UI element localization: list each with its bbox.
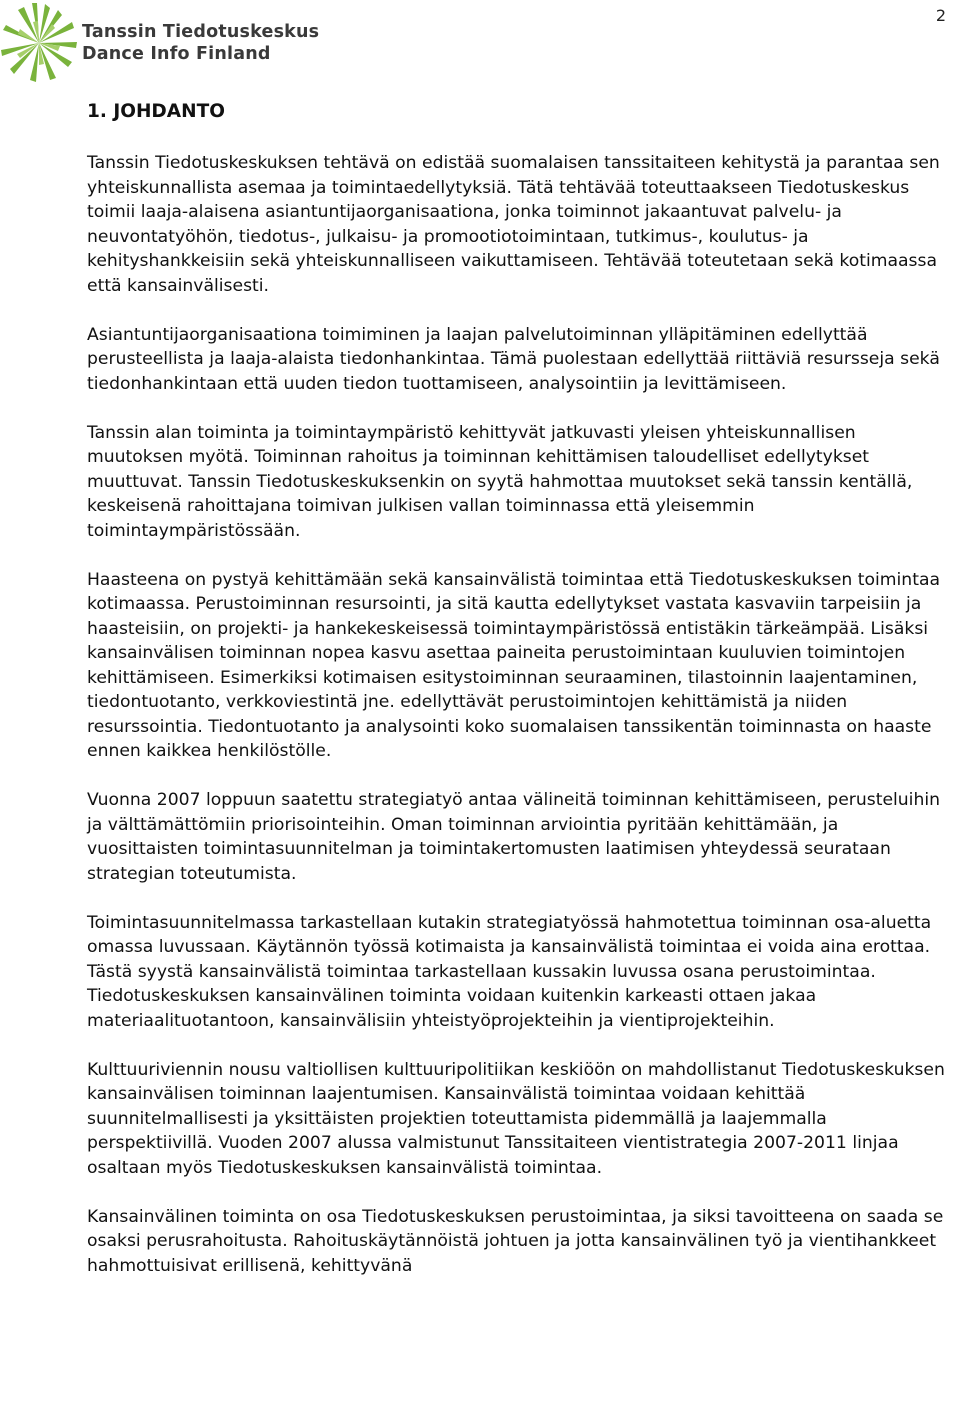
logo-line-1: Tanssin Tiedotuskeskus — [82, 22, 320, 42]
organization-logo — [0, 2, 322, 84]
paragraph-7: Kulttuuriviennin nousu valtiollisen kulttuuripolitiikan keskiöön on mahdollistanut Tiedotuskeskuksen kansainvälisen toiminnan laajentumisen. Kansainvälistä toimintaa voidaan kehittää suunnitelmallisesti ja yksittäisten projektien toteuttamista pidemmällä ja laajemmalla perspektiivillä. Vuoden 2007 alussa valmistunut Tanssitaiteen vientistrategia 2007-2011 linjaa osaltaan myös Tiedotuskeskuksen kansainvälistä toimintaa. — [87, 1059, 945, 1178]
paragraph-6: Toimintasuunnitelmassa tarkastellaan kutakin strategiatyössä hahmotettua toiminnan osa-aluetta omassa luvussaan. Käytännön työssä kotimaista ja kansainvälistä toimintaa ei voida aina erottaa. Tästä syystä kansainvälistä toimintaa tarkastellaan kussakin luvussa osana perustoimintaa. Tiedotuskeskuksen kansainvälinen toiminta voidaan kuitenkin karkeasti ottaen jakaa materiaalituotantoon, kansainvälisiin yhteistyöprojekteihin ja vientiprojekteihin. — [87, 912, 932, 1031]
paragraph-4: Haasteena on pystyä kehittämään sekä kansainvälistä toimintaa että Tiedotuskeskuksen toimintaa kotimaassa. Perustoiminnan resursointi, ja sitä kautta edellytykset vastata kasvaviin tarpeisiin ja haasteisiin, on projekti- ja hankekeskeisessä toimintaympäristössä entistäkin tärkeämpää. Lisäksi kansainvälisen toiminnan nopea kasvu asettaa paineita perustoimintaan kuuluvien toimintojen kehittämiseen. Esimerkiksi kotimaisen esitystoiminnan seuraaminen, tilastoinnin laajentaminen, tiedontuotanto, verkkoviestintä jne. edellyttävät perustoimintojen kehittämistä ja niiden resurssointia. Tiedontuotanto ja analysointi koko suomalaisen tanssikentän toiminnasta on haaste ennen kaikkea henkilöstölle. — [87, 569, 941, 761]
paragraph-5: Vuonna 2007 loppuun saatettu strategiatyö antaa välineitä toiminnan kehittämiseen, perusteluihin ja välttämättömiin priorisointeihin. Oman toiminnan arviointia pyritään kehittämään, ja vuosittaisten toimintasuunnitelman ja toimintakertomusten laatimisen yhteydessä seurataan strategian toteutumista. — [87, 790, 941, 884]
page-number: 2 — [935, 6, 946, 25]
paragraph-3: Tanssin alan toiminta ja toimintaympäristö kehittyvät jatkuvasti yleisen yhteiskunnallisen muutoksen myötä. Toiminnan rahoitus ja toiminnan kehittämisen taloudelliset edellytykset muuttuvat. Tanssin Tiedotuskeskuksenkin on syytä hahmottaa muutokset sekä tanssin kentällä, keskeisenä rahoittajana toimivan julkisen vallan toiminnassa että yleisemmin toimintaympäristössään. — [87, 422, 913, 541]
logo-line-2: Dance Info Finland — [82, 44, 271, 64]
paragraph-8: Kansainvälinen toiminta on osa Tiedotuskeskuksen perustoimintaa, ja siksi tavoitteena on saada se osaksi perusrahoitusta. Rahoituskäytännöistä johtuen ja jotta kansainvälinen työ ja vientihankkeet hahmottuisivat erillisenä, kehittyvänä — [87, 1206, 944, 1276]
paragraph-2: Asiantuntijaorganisaationa toimiminen ja laajan palvelutoiminnan ylläpitäminen edellyttää perusteellista ja laaja-alaista tiedonhankintaa. Tämä puolestaan edellyttää riittäviä resursseja sekä tiedonhankintaan että uuden tiedon tuottamiseen, analysointiin ja levittämiseen. — [87, 324, 940, 394]
document-body — [87, 100, 953, 1278]
paragraph-1: Tanssin Tiedotuskeskuksen tehtävä on edistää suomalaisen tanssitaiteen kehitystä ja parantaa sen yhteiskunnallista asemaa ja toimintaedellytyksiä. Tätä tehtävää toteuttaakseen Tiedotuskeskus toimii laaja-alaisena asiantuntijaorganisaationa, jonka toiminnot jakaantuvat palvelu- ja neuvontatyöhön, tiedotus-, julkaisu- ja promootiotoimintaan, tutkimus-, koulutus- ja kehityshankkeisiin sekä yhteiskunnalliseen vaikuttamiseen. Tehtävää toteutetaan sekä kotimaassa että kansainvälisesti. — [87, 153, 940, 296]
logo-text — [82, 21, 319, 65]
section-heading: 1. JOHDANTO — [87, 101, 225, 122]
leaf-star-logo-icon — [0, 2, 78, 84]
